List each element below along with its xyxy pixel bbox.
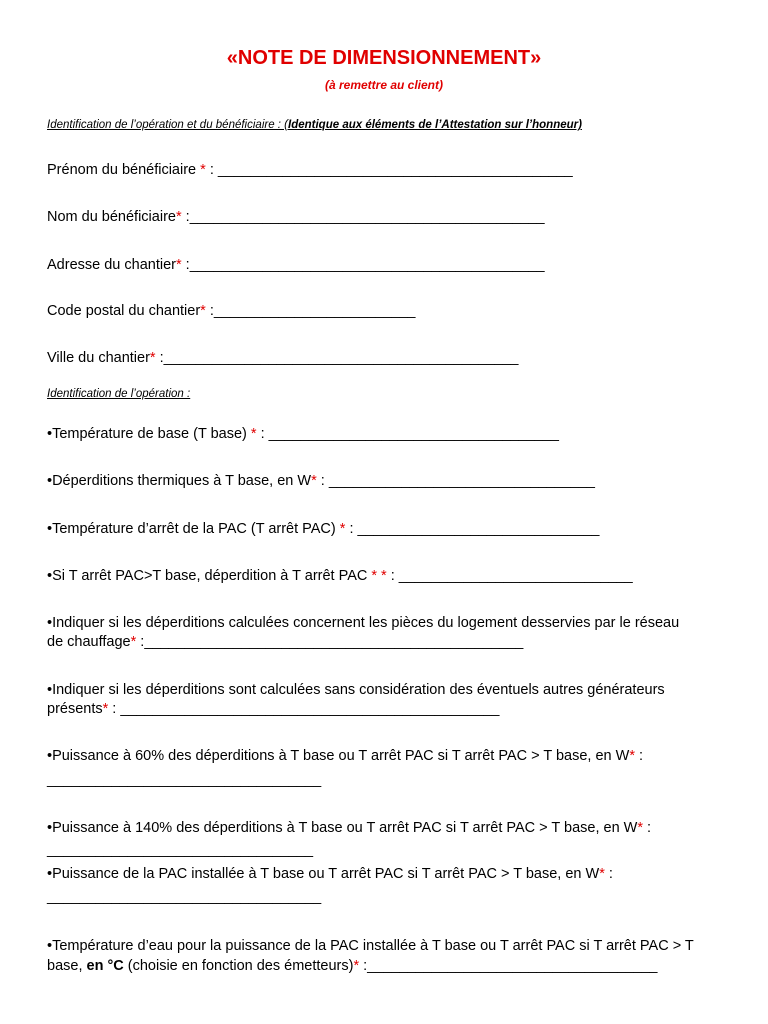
field-separator: : (643, 820, 652, 836)
field-separator: : (359, 958, 368, 974)
required-mark: * (175, 209, 182, 225)
field-code-postal[interactable] (47, 302, 415, 320)
required-mark: * (200, 162, 206, 178)
field-separator: : (634, 748, 644, 764)
field-label: Nom du bénéficiaire (47, 209, 176, 225)
required-mark: * (629, 748, 635, 764)
blank-line[interactable]: _____________________________ (398, 568, 633, 584)
field-puissance-pac[interactable]: __________________________________ (47, 889, 322, 905)
field-label: •Température d’arrêt de la PAC (T arrêt PAC) (47, 521, 340, 537)
field-label: Prénom du bénéficiaire (47, 162, 201, 178)
blank-line[interactable]: ____________________________________________ (189, 257, 545, 273)
field-pieces-line1: •Indiquer si les déperditions calculées concernent les pièces du logement desservies par le réseau (47, 615, 680, 631)
field-puissance-140[interactable]: _________________________________ (47, 842, 314, 858)
field-ville[interactable] (47, 349, 518, 367)
field-label: présents (47, 701, 103, 717)
field-separator: : (181, 209, 190, 225)
field-prenom[interactable] (47, 161, 573, 179)
blank-line[interactable]: _______________________________________________ (120, 701, 500, 717)
blank-line[interactable]: ____________________________________ (268, 426, 559, 442)
field-separator: : (604, 866, 613, 882)
field-pieces[interactable] (47, 633, 523, 651)
field-puissance-60[interactable]: __________________________________ (47, 772, 322, 788)
required-mark: * (339, 521, 346, 537)
field-separator: : (386, 568, 399, 584)
required-mark: * (102, 701, 109, 717)
field-separator: : (108, 701, 121, 717)
required-mark: * (599, 866, 605, 882)
section-label: Identification de l’opération et du bénéficiaire : ( (47, 119, 289, 131)
section-label: Identification de l’opération : (47, 388, 191, 400)
field-separator: : (256, 426, 269, 442)
field-puissance-140-label (47, 819, 651, 837)
blank-line[interactable]: ____________________________________________ (189, 209, 545, 225)
section-identification-operation (47, 388, 190, 400)
required-mark: * (175, 257, 182, 273)
field-temperature-base[interactable] (47, 425, 559, 443)
field-label: de chauffage (47, 634, 131, 650)
field-label: •Si T arrêt PAC>T base, déperdition à T arrêt PAC (47, 568, 372, 584)
field-generateurs-line1: •Indiquer si les déperditions sont calculées sans considération des éventuels autres générateurs (47, 682, 665, 698)
section-identification-beneficiaire (47, 119, 582, 131)
field-generateurs[interactable] (47, 700, 499, 718)
blank-line[interactable]: ____________________________________ (367, 958, 658, 974)
blank-line[interactable]: _______________________________________________ (144, 634, 524, 650)
section-label-bold: Identique aux éléments de l’Attestation sur l’honneur) (288, 119, 582, 131)
field-label: Adresse du chantier (47, 257, 176, 273)
field-separator: : (205, 303, 214, 319)
blank-line[interactable]: ____________________________________________ (217, 162, 573, 178)
field-puissance-60-label (47, 747, 643, 765)
blank-line[interactable]: ______________________________ (357, 521, 600, 537)
field-label: •Puissance à 60% des déperditions à T base ou T arrêt PAC si T arrêt PAC > T base, en W (47, 748, 630, 764)
field-label: •Température de base (T base) (47, 426, 251, 442)
field-deperdition-t-arret[interactable] (47, 567, 633, 585)
field-label-rest: (choisie en fonction des émetteurs) (123, 958, 354, 974)
required-mark: * (250, 426, 257, 442)
field-separator: : (205, 162, 218, 178)
required-mark: * * (371, 568, 387, 584)
field-separator: : (136, 634, 145, 650)
document-subtitle: (à remettre au client) (324, 78, 444, 92)
field-separator: : (316, 473, 329, 489)
field-puissance-pac-label (47, 865, 613, 883)
field-label: •Puissance de la PAC installée à T base ou T arrêt PAC si T arrêt PAC > T base, en W (47, 866, 600, 882)
document-title: «NOTE DE DIMENSIONNEMENT» (226, 47, 542, 69)
blank-line[interactable]: _________________________ (213, 303, 416, 319)
required-mark: * (149, 350, 156, 366)
field-adresse[interactable] (47, 256, 545, 274)
field-label: •Puissance à 140% des déperditions à T base ou T arrêt PAC si T arrêt PAC > T base, en W (47, 820, 638, 836)
field-label: base, (47, 958, 87, 974)
field-separator: : (155, 350, 164, 366)
blank-line[interactable]: _________________________________ (328, 473, 595, 489)
unit-label: en °C (86, 958, 124, 974)
field-deperditions[interactable] (47, 472, 595, 490)
field-nom[interactable] (47, 208, 545, 226)
field-label: Ville du chantier (47, 350, 150, 366)
required-mark: * (353, 958, 360, 974)
field-label: Code postal du chantier (47, 303, 201, 319)
required-mark: * (130, 634, 137, 650)
field-temperature-eau-line1: •Température d’eau pour la puissance de la PAC installée à T base ou T arrêt PAC si T arrêt PAC > T (47, 938, 694, 954)
field-temperature-eau[interactable] (47, 957, 657, 975)
field-separator: : (181, 257, 190, 273)
field-separator: : (345, 521, 358, 537)
blank-line[interactable]: ____________________________________________ (163, 350, 519, 366)
required-mark: * (637, 820, 644, 836)
required-mark: * (311, 473, 317, 489)
required-mark: * (200, 303, 206, 319)
field-label: •Déperditions thermiques à T base, en W (47, 473, 312, 489)
field-temperature-arret[interactable] (47, 520, 599, 538)
